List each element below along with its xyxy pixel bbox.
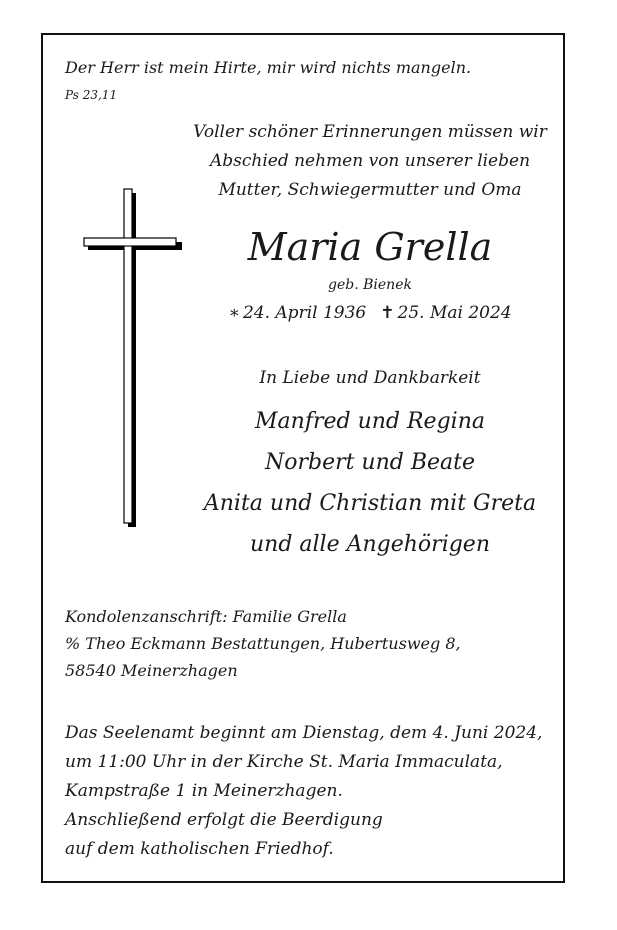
intro-line-2: Abschied nehmen von unserer lieben (209, 151, 531, 171)
family-line-3: Anita und Christian mit Greta (203, 491, 537, 516)
family-line-2: Norbert und Beate (264, 450, 476, 475)
birth-name: geb. Bienek (328, 277, 412, 293)
birth-date: 24. April 1936 (242, 303, 367, 323)
birth-star-icon: ∗ (228, 303, 240, 323)
condolence-line-2: % Theo Eckmann Bestattungen, Hubertusweg 8, (65, 634, 461, 653)
condolence-line-3: 58540 Meinerzhagen (65, 661, 238, 680)
service-line-4: Anschließend erfolgt die Beerdigung (65, 810, 383, 830)
service-line-2: um 11:00 Uhr in der Kirche St. Maria Immaculata, (65, 752, 503, 772)
thanks-line: In Liebe und Dankbarkeit (259, 368, 481, 388)
service-line-3: Kampstraße 1 in Meinerzhagen. (65, 781, 343, 801)
death-date: 25. Mai 2024 (397, 303, 512, 323)
death-cross-icon: ✝ (380, 303, 395, 323)
psalm-quote: Der Herr ist mein Hirte, mir wird nichts mangeln. (65, 58, 472, 77)
family-line-1: Manfred und Regina (255, 409, 485, 434)
life-dates (150, 303, 590, 323)
intro-line-1: Voller schöner Erinnerungen müssen wir (193, 122, 547, 142)
deceased-name: Maria Grella (247, 225, 493, 269)
condolence-line-1: Kondolenzanschrift: Familie Grella (65, 607, 347, 626)
service-line-5: auf dem katholischen Friedhof. (65, 839, 334, 859)
service-line-1: Das Seelenamt beginnt am Dienstag, dem 4. Juni 2024, (65, 723, 543, 743)
psalm-reference: Ps 23,11 (65, 88, 118, 102)
family-line-4: und alle Angehörigen (249, 532, 490, 557)
intro-line-3: Mutter, Schwiegermutter und Oma (218, 180, 522, 200)
